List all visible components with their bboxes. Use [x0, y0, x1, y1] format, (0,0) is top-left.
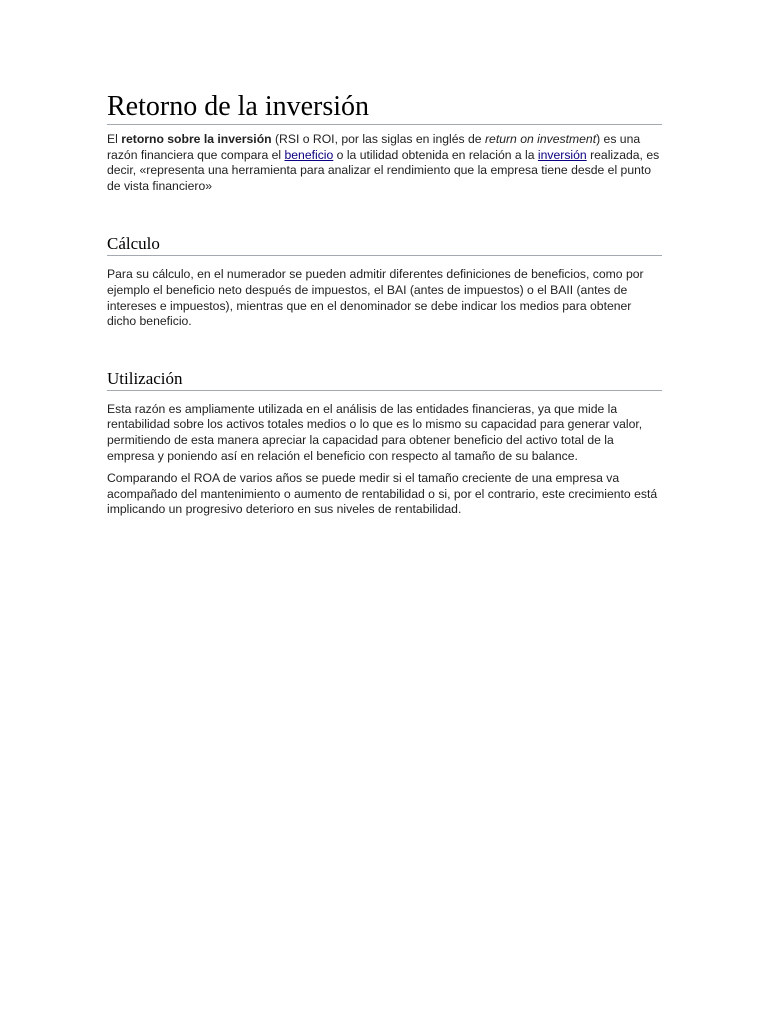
utilizacion-paragraph-1: Esta razón es ampliamente utilizada en el análisis de las entidades financieras, ya que mide la rentabilidad sobre los activos totales medios o lo que es lo mismo su capacidad para generar valor, permitiendo de esta manera apreciar la capacidad para obtener beneficio del activo total de la empresa y poniendo así en relación el beneficio con respecto al tamaño de su balance. [107, 401, 643, 463]
intro-text-5: realizada, es decir, «representa una herramienta para analizar el rendimiento que la empresa tiene desde el punto de vista financiero» [107, 147, 660, 193]
intro-bold-term: retorno sobre la inversión [121, 132, 272, 146]
intro-text-2: (RSI o ROI, por las siglas en inglés de [271, 132, 485, 146]
link-inversion[interactable]: inversión [537, 147, 587, 162]
calculo-paragraph: Para su cálculo, en el numerador se pueden admitir diferentes definiciones de beneficios, como por ejemplo el beneficio neto después de impuestos, el BAI (antes de impuestos) o el BAII (antes de intereses e impuestos), mientras que en el denominador se debe indicar los medios para obtener dicho beneficio. [107, 267, 644, 329]
intro-paragraph [107, 132, 662, 194]
section-heading-utilizacion: Utilización [107, 369, 662, 391]
intro-text-4: o la utilidad obtenida en relación a la [333, 147, 538, 162]
intro-text-1: El [107, 132, 122, 146]
page-title: Retorno de la inversión [107, 90, 662, 125]
intro-text-3: ) es una razón financiera que compara el [107, 132, 641, 162]
link-beneficio[interactable]: beneficio [284, 147, 334, 162]
utilizacion-paragraph-2: Comparando el ROA de varios años se puede medir si el tamaño creciente de una empresa va acompañado del mantenimiento o aumento de rentabilidad o si, por el contrario, este crecimiento está implicando un progresivo deterioro en sus niveles de rentabilidad. [107, 471, 658, 517]
intro-italic-term: return on investment [484, 132, 597, 146]
article-body [107, 90, 662, 518]
section-heading-calculo: Cálculo [107, 234, 662, 256]
